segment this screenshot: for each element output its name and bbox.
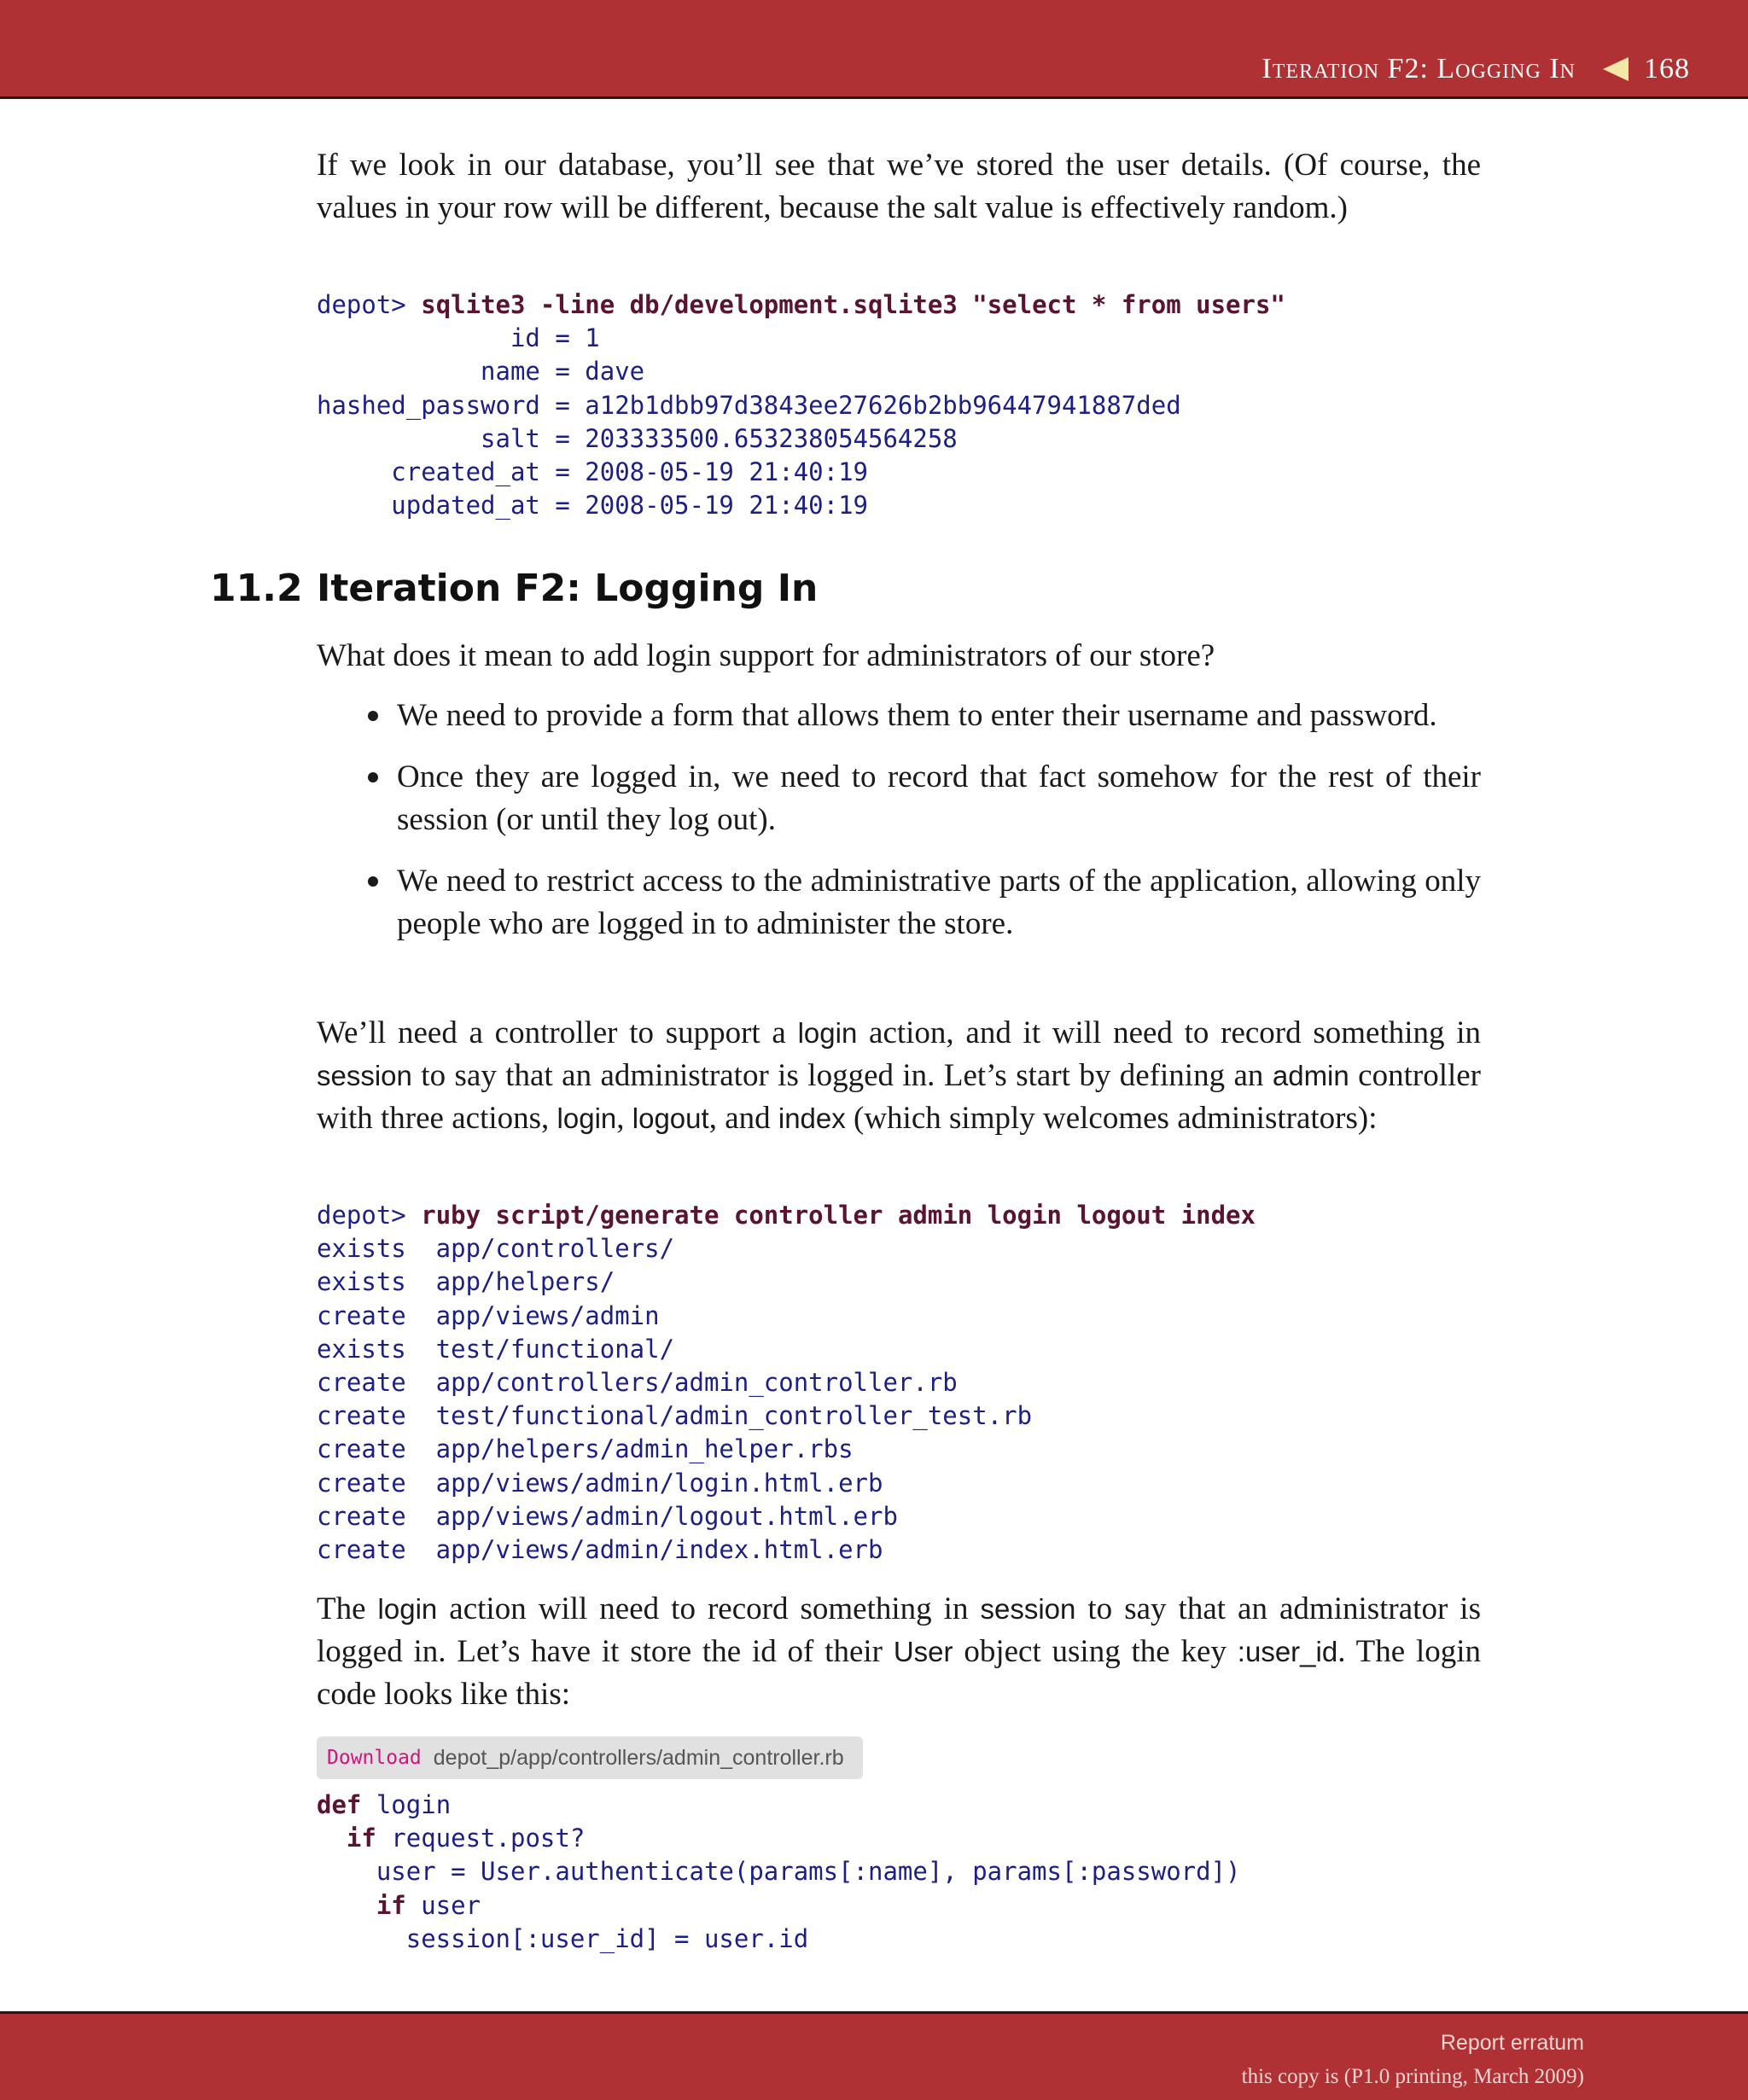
code-line: id = 1 [317,323,600,353]
code-line: salt = 203333500.653238054564258 [317,423,958,453]
download-link[interactable]: Download [327,1747,422,1769]
code-line: create app/views/admin/index.html.erb [317,1535,883,1565]
code-line: if request.post? [346,1824,586,1853]
running-header-title: Iteration F2: Logging In [1261,53,1576,84]
code-line: exists test/functional/ [317,1334,675,1364]
code-line: session[:user_id] = user.id [405,1923,809,1953]
question-paragraph: What does it mean to add login support for administrators of our store? [317,638,1215,673]
list-item: We need to provide a form that allows them to enter their username and password. [317,695,1481,737]
code-line: create app/views/admin [317,1300,660,1330]
section-number: 11.2 [210,567,303,610]
login-code-block [317,1789,1241,1956]
bullet-icon [368,772,378,782]
code-line: user = User.authenticate(params[:name], params[:password]) [376,1857,1241,1887]
previous-page-arrow-icon[interactable] [1603,57,1629,81]
code-line: create app/views/admin/logout.html.erb [317,1501,898,1531]
running-header [1261,53,1690,85]
requirements-list [317,695,1481,964]
code-line: create app/helpers/admin_helper.rbs [317,1434,854,1464]
code-line: name = dave [317,357,645,387]
generate-code-block [317,1199,1256,1567]
code-line: def login [317,1790,452,1819]
page-footer-bar [0,2011,1748,2100]
bullet-icon [368,876,378,887]
shell-prompt: depot> [317,1201,406,1230]
shell-command: ruby script/generate controller admin login logout index [421,1201,1256,1230]
copy-info: this copy is (P1.0 printing, March 2009) [1241,2065,1584,2088]
bullet-icon [368,711,378,721]
section-title: Iteration F2: Logging In [317,567,819,610]
section-heading [210,567,818,610]
code-line: hashed_password = a12b1dbb97d3843ee27626b2bb96447941887ded [317,390,1181,420]
code-line: created_at = 2008-05-19 21:40:19 [317,457,869,487]
shell-command: sqlite3 -line db/development.sqlite3 "select * from users" [421,290,1285,319]
code-line: exists app/helpers/ [317,1267,615,1297]
intro-paragraph: If we look in our database, you’ll see that we’ve stored the user details. (Of course, the values in your row will be different, because the salt value is effectively random.) [317,148,1481,225]
code-line: create app/views/admin/login.html.erb [317,1468,883,1498]
code-line: updated_at = 2008-05-19 21:40:19 [317,491,869,521]
list-item: Once they are logged in, we need to record that fact somehow for the rest of their session (or until they log out). [317,756,1481,841]
controller-paragraph: We’ll need a controller to support a login action, and it will need to record something in session to say that an administrator is logged in. Let’s start by defining an admin controller with three actions, login, logout, and index (which simply welcomes administrators): [317,1015,1482,1136]
page-number: 168 [1644,53,1690,84]
report-erratum-link[interactable]: Report erratum [1440,2031,1584,2055]
code-line: create app/controllers/admin_controller.rb [317,1368,958,1398]
page-header-bar [0,0,1748,99]
download-file-path: depot_p/app/controllers/admin_controller.rb [433,1745,844,1770]
code-line: exists app/controllers/ [317,1234,675,1264]
login-paragraph: The login action will need to record something in session to say that an administrator is logged in. Let’s have it store the id of their User object using the key :user_id. The login code looks like this: [317,1591,1481,1712]
list-item: We need to restrict access to the administrative parts of the application, allowing only people who are logged in to administer the store. [317,860,1481,945]
code-line: create test/functional/admin_controller_test.rb [317,1401,1033,1431]
download-bar [317,1736,863,1779]
shell-prompt: depot> [317,290,406,319]
sqlite-code-block [317,288,1285,522]
code-line: if user [376,1890,481,1920]
